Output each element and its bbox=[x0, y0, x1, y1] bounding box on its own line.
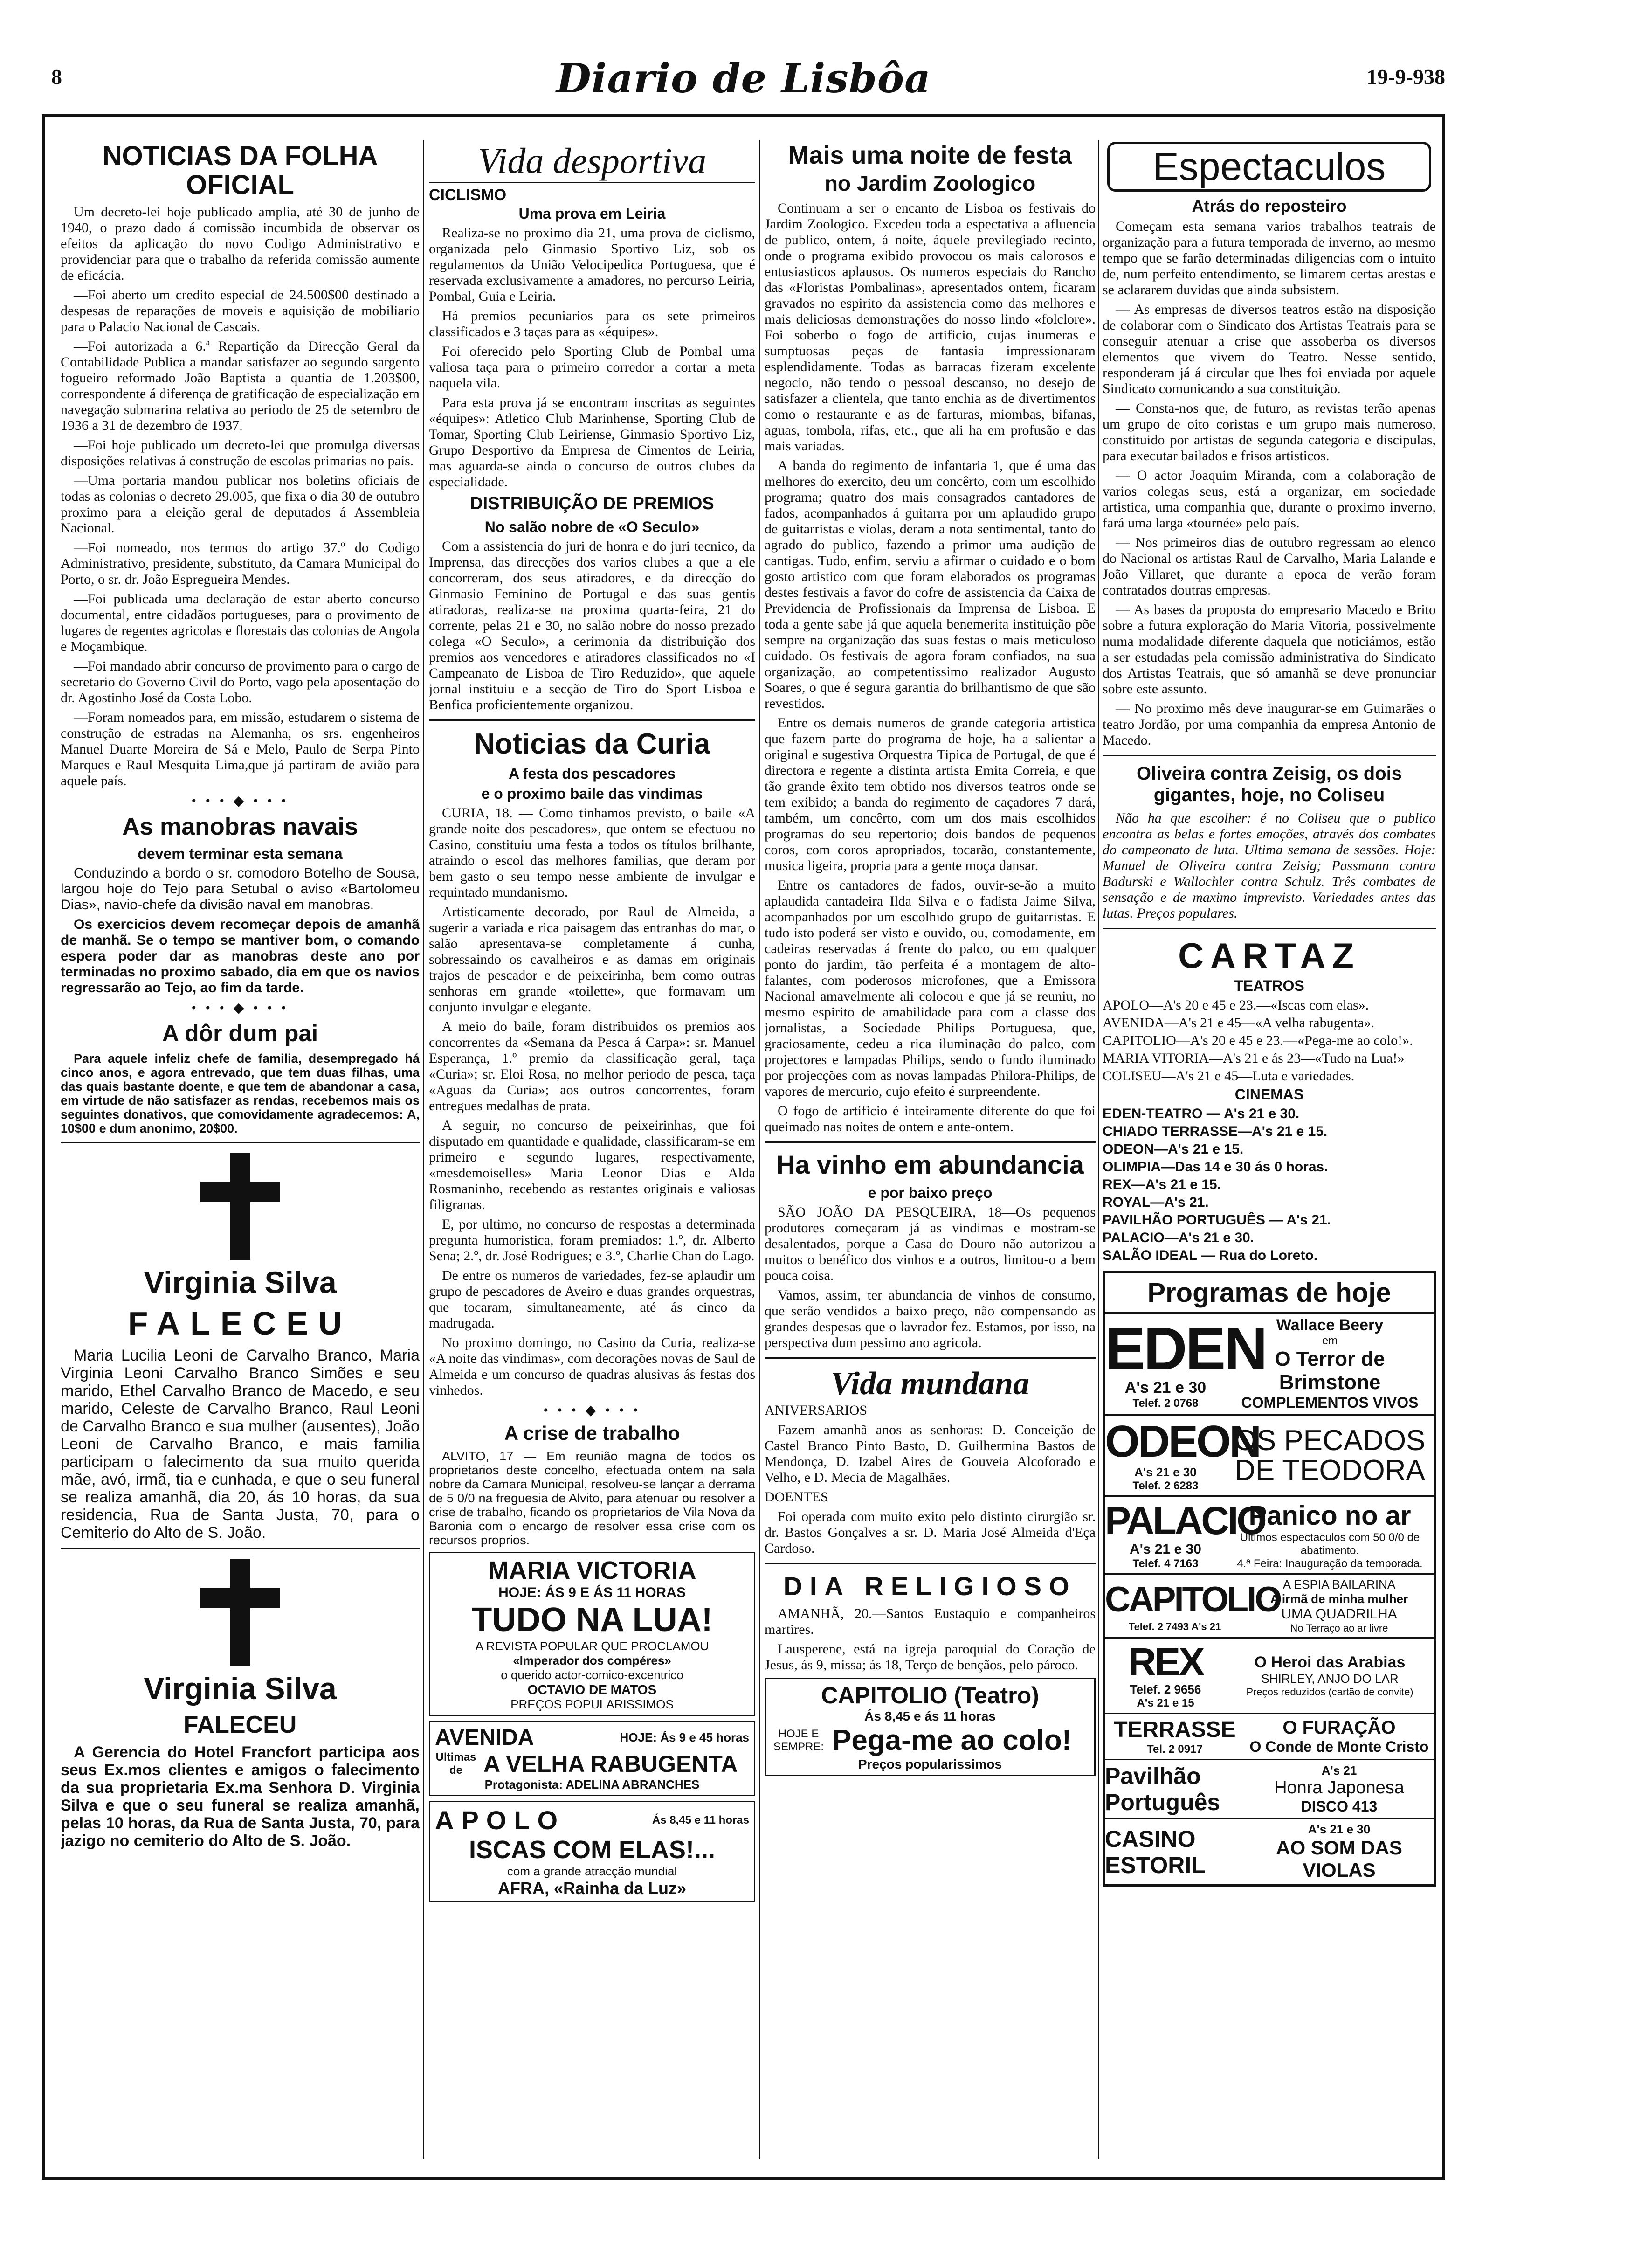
program-casino bbox=[1105, 1819, 1434, 1884]
film-title: SHIRLEY, ANJO DO LAR bbox=[1261, 1671, 1399, 1686]
paragraph: AMANHÃ, 20.—Santos Eustaquio e companheiros martires. bbox=[765, 1606, 1096, 1637]
divider bbox=[429, 719, 755, 721]
subheadline-manobras: devem terminar esta semana bbox=[138, 845, 343, 862]
extra: 4.ª Feira: Inauguração da temporada. bbox=[1237, 1557, 1423, 1570]
page-number: 8 bbox=[51, 65, 62, 89]
paragraph: SÃO JOÃO DA PESQUEIRA, 18—Os pequenos produtores começaram já as vindimas e mostram-se desalentados, porque a Casa do Douro não autorizou a muitos o benéfico dos vinhos e a outros, limitou-o a bem pouca coisa. bbox=[765, 1204, 1096, 1283]
phone: Telef. 4 7163 bbox=[1132, 1557, 1199, 1570]
list-item: EDEN-TEATRO — A's 21 e 30. bbox=[1103, 1106, 1300, 1121]
paragraph: —Foi nomeado, nos termos do artigo 37.º do Codigo Administrativo, presidente, substituto, da Camara Municipal do Porto, o sr. dr. João Espregueira Mendes. bbox=[61, 540, 420, 587]
column-3 bbox=[765, 140, 1096, 2168]
section-label: DOENTES bbox=[765, 1489, 828, 1505]
paragraph: CURIA, 18. — Como tinhamos previsto, o baile «A grande noite dos pescadores», que ontem se efectuou no Casino, constituiu uma festa a todos os títulos brilhante, atraindo o escol das melhores familias, que deram por bem gasto o seu tempo nesse ambiente de invulgar e requintado mundanismo. bbox=[429, 805, 755, 900]
divider bbox=[61, 1142, 420, 1143]
headline-dor-pai: A dôr dum pai bbox=[162, 1020, 318, 1046]
ad-capitolio-teatro bbox=[765, 1678, 1096, 1776]
showtimes: Telef. 2 7493 A's 21 bbox=[1128, 1621, 1221, 1632]
paragraph: Foi operada com muito exito pelo distinto cirurgião sr. dr. Bastos Gonçalves a sr. D. Maria José Almeida d'Eça Cardoso. bbox=[765, 1509, 1096, 1556]
program-rex bbox=[1105, 1639, 1434, 1714]
paragraph: — O actor Joaquim Miranda, com a colaboração de varios colegas seus, está a organizar, em sociedade artistica, uma companhia que, durante o proximo inverno, fará uma larga «tournée» pelo país. bbox=[1103, 468, 1436, 531]
ad-label: Ultimas de bbox=[435, 1751, 476, 1777]
subheadline-premios: No salão nobre de «O Seculo» bbox=[484, 519, 700, 535]
column-divider bbox=[759, 140, 760, 2159]
paragraph: Vamos, assim, ter abundancia de vinhos de consumo, que serão vendidos a baixo preço, não compensando as grandes despesas que o lavrador fez. Estamos, por isso, na perspectiva dum pessimo ano agricola. bbox=[765, 1287, 1096, 1350]
paragraph: — Nos primeiros dias de outubro regressam ao elenco do Nacional os artistas Raul de Carvalho, Maria Lalande e João Villaret, que durante a epoca de verão foram contratados doutras empresas. bbox=[1103, 535, 1436, 598]
column-divider bbox=[1098, 140, 1099, 2159]
list-item: APOLO—A's 20 e 45 e 23.—«Iscas com elas». bbox=[1103, 997, 1369, 1013]
ad-line: OCTAVIO DE MATOS bbox=[527, 1682, 657, 1697]
ad-apolo bbox=[429, 1801, 755, 1902]
cinema-name: Pavilhão Português bbox=[1105, 1763, 1220, 1815]
headline-curia: Noticias da Curia bbox=[474, 728, 710, 760]
ad-title: APOLO bbox=[435, 1805, 565, 1835]
paragraph: — As bases da proposta do empresario Macedo e Brito sobre a futura exploração do Maria Vitoria, possivelmente numa modalidade diferente daquela que noticiámos, estão a ser estudadas pela comissão administrativa do Sindicato dos Artistas Teatrais, que só amanhã se deve pronunciar sobre este assunto. bbox=[1103, 602, 1436, 697]
headline-zeisig: Oliveira contra Zeisig, os dois gigantes, hoje, no Coliseu bbox=[1136, 763, 1402, 805]
film-title: A irmã de minha mulher bbox=[1270, 1592, 1408, 1606]
paragraph: —Foi mandado abrir concurso de provimento para o cargo de secretario do Governo Civil do Porto, vago pela aposentação do dr. Agostinho José da Costa Lobo. bbox=[61, 658, 420, 705]
headline-programas: Programas de hoje bbox=[1105, 1273, 1434, 1314]
issue-date: 19-9-938 bbox=[1366, 65, 1445, 89]
list-item: SALÃO IDEAL — Rua do Loreto. bbox=[1103, 1248, 1318, 1263]
paragraph: Entre os cantadores de fados, ouvir-se-ão a muito aplaudida cantadeira Ilda Silva e o fadista Jaime Silva, acompanhados por um escolhido grupo de guitarristas. E tudo isto poderá ser visto e ouvido, ou, comodamente, em cadeiras reservadas á frente do palco, ou em qualquer ponto do jardim, tão perfeita é a montagem de alto-falantes, com poderosos microfones, que a Emissora Nacional amavelmente ali colocou e que já se reuniu, no mesmo espirito de amabilidade para com a classe dos jornalistas, a Sociedade Philips Portuguesa, que, graciosamente, cedeu a rica iluminação do palco, com projectores e lampadas Philips, sendo o fundo iluminado por projecções com as novas lampadas Philora-Philips, de vapores de mercurio, cujo efeito é surpreendente. bbox=[765, 878, 1096, 1099]
paragraph: —Foram nomeados para, em missão, estudarem o sistema de construção de estradas na Alemanha, os srs. engenheiros Manuel Duarte Moreira de Sá e Melo, Paulo de Serpa Pinto Marques e Raul Mesquita Lima,que já partiram de avião para aquele país. bbox=[61, 710, 420, 788]
divider bbox=[1103, 755, 1436, 756]
paragraph: Não ha que escolher: é no Coliseu que o publico encontra as belas e fortes emoções, através dos combates do campeonato de luta. Ultima semana de sessões. Hoje: Manuel de Oliveira contra Zeisig; Passmann contra Badurski e Wallochler contra Schulz. Três combates de sensação e de maximo imprevisto. Variedades antes das lutas. Preços populares. bbox=[1103, 810, 1436, 921]
film-title: O Terror de Brimstone bbox=[1275, 1348, 1385, 1394]
ad-title: CAPITOLIO (Teatro) bbox=[821, 1682, 1039, 1708]
ad-line: «Imperador dos compéres» bbox=[513, 1653, 671, 1667]
section-title-espectaculos: Espectaculos bbox=[1107, 142, 1431, 192]
article-folha-oficial bbox=[61, 204, 420, 789]
paragraph: A meio do baile, foram distribuidos os premios aos concorrentes da «Semana da Pesca á Carpa»: sr. Manuel Esperança, 1.º premio da classificação geral, taça «Curia»; sr. Eloi Rosa, no melhor periodo de pesca, taça «Aguas da Curia»; aos outros concorrentes, foram entregues medalhas de prata. bbox=[429, 1019, 755, 1113]
list-item: ROYAL—A's 21. bbox=[1103, 1195, 1209, 1210]
paragraph: E, por ultimo, no concurso de respostas a determinada pregunta humoristica, foram premiados: 1.º, dr. Alberto Sena; 2.º, dr. José Rodrigues; e 3.º, Charlie Chan do Lago. bbox=[429, 1217, 755, 1264]
separator: • • • ◆ • • • bbox=[191, 1000, 289, 1016]
divider bbox=[765, 1141, 1096, 1143]
ad-show: Pega-me ao colo! bbox=[832, 1724, 1072, 1756]
subheadline-leiria: Uma prova em Leiria bbox=[518, 205, 666, 222]
phone: Telef. 2 0768 bbox=[1132, 1397, 1199, 1410]
list-item: COLISEU—A's 21 e 45—Luta e variedades. bbox=[1103, 1068, 1355, 1084]
list-cinemas bbox=[1103, 1106, 1436, 1264]
subheadline-festa: no Jardim Zoologico bbox=[824, 171, 1036, 195]
program-terrasse bbox=[1105, 1714, 1434, 1760]
paragraph: Há premios pecuniarios para os sete primeiros classificados e 3 taças para as «équipes». bbox=[429, 308, 755, 339]
film-title: O Heroi das Arabias bbox=[1254, 1653, 1406, 1671]
showtimes: A's 21 e 30 bbox=[1134, 1465, 1197, 1479]
list-item: REX—A's 21 e 15. bbox=[1103, 1177, 1221, 1192]
headline-festa: Mais uma noite de festa bbox=[788, 141, 1072, 169]
paragraph: Para esta prova já se encontram inscritas as seguintes «équipes»: Atletico Club Marinhense, Sporting Club de Tomar, Sporting Club Leiriense, Ginmasio Sportivo Liz, Grupo Desportivo da Empresa de Cimentos de Leiria, mas aguarda-se ainda o concurso de outros clubes da especialidade. bbox=[429, 395, 755, 490]
showtimes: A's 21 e 30 bbox=[1308, 1822, 1371, 1836]
headline-manobras: As manobras navais bbox=[122, 813, 358, 840]
ad-title: MARIA VICTORIA bbox=[488, 1556, 696, 1584]
film-title: O FURAÇÃO bbox=[1282, 1717, 1396, 1738]
obituary-faleceu: FALECEU bbox=[183, 1711, 297, 1738]
section-title-vida-desportiva: Vida desportiva bbox=[429, 140, 755, 183]
phone: Telef. 2 9656 bbox=[1130, 1682, 1201, 1696]
showtimes: A's 21 e 30 bbox=[1130, 1542, 1201, 1557]
ad-line: PREÇOS POPULARISSIMOS bbox=[510, 1697, 674, 1711]
list-item: OLIMPIA—Das 14 e 30 ás 0 horas. bbox=[1103, 1159, 1328, 1175]
list-item: CAPITOLIO—A's 20 e 45 e 23.—«Pega-me ao colo!». bbox=[1103, 1033, 1413, 1048]
film-title: AO SOM DAS VIOLAS bbox=[1276, 1837, 1402, 1881]
film-title: OS PECADOS DE TEODORA bbox=[1234, 1424, 1426, 1487]
paragraph: ALVITO, 17 — Em reunião magna de todos os proprietarios deste concelho, efectuada ontem na sala nobre da Camara Municipal, resolveu-se lançar a derrama de 5 0/0 na freguesia de Alvito, para atenuar ou resolver a crise de trabalho, ficando os proprietarios de Vila Nova da Baronia com o encargo de resolver essa crise com os recursos proprios. bbox=[429, 1449, 755, 1547]
paragraph: De entre os numeros de variedades, fez-se aplaudir um grupo de pescadores de Aveiro e duas grandes orquestras, que tocaram, simultaneamente, até ás cinco da madrugada. bbox=[429, 1268, 755, 1331]
separator: • • • ◆ • • • bbox=[191, 793, 289, 809]
film-title: O Conde de Monte Cristo bbox=[1249, 1738, 1429, 1755]
paragraph: —Foi hoje publicado um decreto-lei que promulga diversas disposições relativas á construção de escolas primarias no país. bbox=[61, 437, 420, 469]
cinema-name: EDEN bbox=[1105, 1314, 1266, 1383]
extra: Ultimos espectaculos com 50 0/0 de abatimento. bbox=[1240, 1531, 1420, 1557]
paragraph: O fogo de artificio é inteiramente diferente do que foi queimado nas noites de ontem e ante-ontem. bbox=[765, 1103, 1096, 1134]
paragraph: —Foi aberto um credito especial de 24.500$00 destinado a despesas de reparações de moveis e aquisição de mobiliario para o Palacio Nacional de Cascais. bbox=[61, 287, 420, 334]
newspaper-title: Diario de Lisbôa bbox=[556, 55, 931, 102]
ad-show: TUDO NA LUA! bbox=[471, 1601, 713, 1639]
phone: Telef. 2 6283 bbox=[1132, 1480, 1199, 1492]
cinema-name: ODEON bbox=[1105, 1417, 1260, 1466]
obituary-name: Virginia Silva bbox=[144, 1265, 337, 1300]
separator: • • • ◆ • • • bbox=[543, 1403, 641, 1418]
showtimes: A's 21 e 15 bbox=[1137, 1697, 1194, 1709]
section-ciclismo: CICLISMO bbox=[429, 186, 507, 204]
divider bbox=[61, 1548, 420, 1549]
paragraph: A seguir, no concurso de peixeirinhas, que foi disputado em quantidade e qualidade, classificaram-se em primeiro e segundo lugares, respectivamente, «mesdemoiselles» Maria Leonor Dias e Alda Rosmaninho, recebendo as restantes originais e valiosas filigranas. bbox=[429, 1118, 755, 1212]
ad-line: o querido actor-comico-excentrico bbox=[501, 1668, 683, 1682]
label-cinemas: CINEMAS bbox=[1234, 1086, 1304, 1103]
paragraph: —Foi autorizada a 6.ª Repartição da Direcção Geral da Contabilidade Publica a mandar satisfazer ao segundo sargento fogueiro reformado João Baptista a quantia de 1.203$00, correspondente á diferença de gratificação de especialização em navegação submarina relativa ao periodo de 25 de setembro de 1936 a 31 de dezembro de 1937. bbox=[61, 339, 420, 433]
extra: Preços reduzidos (cartão de convite) bbox=[1246, 1686, 1413, 1698]
ad-time: HOJE: Ás 9 e 45 horas bbox=[620, 1730, 749, 1744]
label-teatros: TEATROS bbox=[1234, 977, 1304, 994]
paragraph: Foi oferecido pelo Sporting Club de Pombal uma valiosa taça para o primeiro corredor a cortar a meta naquela vila. bbox=[429, 344, 755, 391]
obituary-name: Virginia Silva bbox=[144, 1671, 337, 1706]
paragraph: Entre os demais numeros de grande categoria artistica que fazem parte do programa de hoje, ha a salientar a original e sugestiva Orquestra Tipica de Portugal, de que é directora e regente a distinta artista Emita Correia, e que tão grande êxito tem obtido nos diversos teatros onde se tem exibido; a banda do regimento de caçadores 7 dará, também, um concêrto, com um dos mais escolhidos programas do seu repertorio; dois bandos de pequenos coros, com coros apropriados, tocarão, constantemente, musica ligeira, propria para a gente moça dansar. bbox=[765, 715, 1096, 873]
paragraph: A banda do regimento de infantaria 1, que é uma das melhores do exercito, deu um concêrto, com um escolhido programa; quatro dos mais consagrados cantadores de fados, acompanhados á guitarra por um aplaudido grupo de guitarristas e violas, deram a nota sentimental, tanto do agrado do publico, fazendo a primor uma audição de cantigas. Tudo, enfim, serviu a afirmar o cuidado e o bom gosto artistico com que foram elaborados os programas destes festivais a favor do cofre de assistencia da Caixa de Previdencia de Profissionais da Imprensa de Lisboa. E toda a gente sabe já que aquela benemerita instituição põe sempre na organização das suas festas o mais meticuloso cuidado. Os festivais de agora foram confiados, na sua organização, ao competentissimo realizador Augusto Soares, o que é segura garantia do brilhantismo de que são revestidos. bbox=[765, 458, 1096, 711]
ad-line: Protagonista: ADELINA ABRANCHES bbox=[484, 1777, 700, 1791]
cinema-name: CAPITOLIO bbox=[1105, 1580, 1281, 1619]
paragraph: Os exercicios devem recomeçar depois de amanhã de manhã. Se o tempo se mantiver bom, o comando espera poder dar as manobras deste ano por terminadas no proximo sabado, dia em que os navios regressarão ao Tejo, ao fim da tarde. bbox=[61, 917, 420, 996]
subheadline-reposteiro: Atrás do reposteiro bbox=[1192, 196, 1347, 215]
divider bbox=[765, 1563, 1096, 1564]
ad-line: AFRA, «Rainha da Luz» bbox=[497, 1879, 687, 1898]
paragraph: — Consta-nos que, de futuro, as revistas terão apenas um grupo de oito coristas e um grupo mais numeroso, constituido por artistas de segunda categoria e discipulas, para executar bailados e frisos artisticos. bbox=[1103, 401, 1436, 463]
list-item: PAVILHÃO PORTUGUÊS — A's 21. bbox=[1103, 1212, 1331, 1228]
ad-show: ISCAS COM ELAS!... bbox=[469, 1836, 716, 1864]
paragraph: — No proximo mês deve inaugurar-se em Guimarães o teatro Jordão, por uma companhia da empresa Antonio de Macedo. bbox=[1103, 701, 1436, 748]
headline-crise: A crise de trabalho bbox=[504, 1422, 680, 1444]
ad-line: com a grande atracção mundial bbox=[507, 1864, 677, 1878]
section-label: ANIVERSARIOS bbox=[765, 1403, 868, 1418]
showtimes: A's 21 e 30 bbox=[1124, 1378, 1207, 1397]
program-eden bbox=[1105, 1314, 1434, 1416]
divider bbox=[1103, 928, 1436, 929]
extra: COMPLEMENTOS VIVOS bbox=[1241, 1394, 1419, 1411]
headline-vinho: Ha vinho em abundancia bbox=[776, 1150, 1084, 1179]
section-title-vida-mundana: Vida mundana bbox=[830, 1366, 1029, 1402]
cross-icon bbox=[200, 1153, 280, 1260]
column-1 bbox=[61, 140, 420, 2168]
ad-title: AVENIDA bbox=[435, 1725, 534, 1750]
ad-avenida bbox=[429, 1721, 755, 1796]
obituary-text: Maria Lucilia Leoni de Carvalho Branco, Maria Virginia Leoni Carvalho Branco Simões e seu marido, Ethel Carvalho Branco de Macedo, e seu marido, Celeste de Carvalho Branco, Raul Leoni de Carvalho Branco e sua mulher (ausentes), João Leoni de Carvalho Branco, e mais familia participam o falecimento da sua muito querida mãe, avó, irmã, tia e cunhada, e que o seu funeral se realiza amanhã, dia 20, ás 10 horas, da sua residencia, Rua de Santa Justa, 70, para o Cemiterio do Alto de S. João. bbox=[61, 1347, 420, 1542]
paragraph: Com a assistencia do juri de honra e do juri tecnico, da Imprensa, das direcções dos varios clubes a que a ele concorreram, dos seus atiradores, e da direcção do Ginmasio Feminino de Portugal e das suas gentis atiradoras, realiza-se na proxima quarta-feira, 21 do corrente, pelas 21 e 30, no salão nobre do nosso prezado colega «O Seculo», a cerimonia da distribuição dos premios aos vencedores e atiradores classificados no «I Campeanato de Lisboa de Tiro Reduzido», que aquele jornal instituiu e a secção de Tiro do Sport Lisboa e Benfica proficientemente organizou. bbox=[429, 539, 755, 712]
paragraph: Para aquele infeliz chefe de familia, desempregado há cinco anos, e agora entrevado, que tem duas filhas, uma das quais bastante doente, e que tem de abandonar a casa, em virtude de não satisfazer as rendas, recebemos mais os seguintes donativos, que comovidamente agradecemos: A, 10$00 e dum anonimo, 20$00. bbox=[61, 1051, 420, 1135]
list-item: CHIADO TERRASSE—A's 21 e 15. bbox=[1103, 1124, 1328, 1139]
showtimes: A's 21 bbox=[1321, 1763, 1357, 1777]
program-palacio bbox=[1105, 1497, 1434, 1575]
list-item: AVENIDA—A's 21 e 45—«A velha rabugenta». bbox=[1103, 1015, 1375, 1030]
column-4 bbox=[1103, 140, 1436, 2168]
paragraph: Realiza-se no proximo dia 21, uma prova de ciclismo, organizada pelo Ginmasio Sportivo Liz, sob os regulamentos da União Velocipedica Portuguesa, que é reservada exclusivamente a amadores, no percurso Leiria, Pombal, Guia e Leiria. bbox=[429, 225, 755, 304]
column-2 bbox=[429, 140, 755, 2168]
headline-religioso: DIA RELIGIOSO bbox=[783, 1571, 1077, 1601]
paragraph: Lausperene, está na igreja paroquial do Coração de Jesus, ás 9, missa; ás 18, Terço de bençãos, pelo pároco. bbox=[765, 1641, 1096, 1673]
extra: DISCO 413 bbox=[1301, 1798, 1378, 1815]
paragraph: Um decreto-lei hoje publicado amplia, até 30 de junho de 1940, o prazo dado á comissão incumbida de observar os efeitos da aplicação do novo Codigo Administrativo e providenciar para que o trabalho da referida comissão aumente de eficácia. bbox=[61, 204, 420, 283]
paragraph: Conduzindo a bordo o sr. comodoro Botelho de Sousa, largou hoje do Tejo para Setubal o aviso «Bartolomeu Dias», navio-chefe da divisão naval em manobras. bbox=[61, 865, 420, 913]
phone: Tel. 2 0917 bbox=[1147, 1743, 1203, 1756]
paragraph: Artisticamente decorado, por Raul de Almeida, a sugerir a variada e rica paisagem das entranhas do mar, o salão apresentava-se completamente á cunha, sobressaindo os cavalheiros e as damas em originais trajos de pescador e de peixeirinha, bem como outras senhoras em grande «toilette», que formavam um conjunto invulgar e elegante. bbox=[429, 904, 755, 1015]
ad-time: Ás 8,45 e 11 horas bbox=[652, 1813, 749, 1826]
headline-premios: DISTRIBUIÇÃO DE PREMIOS bbox=[470, 494, 714, 513]
film-title: Honra Japonesa bbox=[1274, 1777, 1404, 1798]
extra: No Terraço ao ar livre bbox=[1290, 1622, 1388, 1634]
paragraph: — As empresas de diversos teatros estão na disposição de colaborar com o Sindicato dos Artistas Teatrais para se conseguir atenuar a crise que assoberba os diversos elementos que vivem do Teatro. Nesse sentido, responderam já á circular que lhes foi enviada por aquele Sindicato comunicando a sua constituição. bbox=[1103, 302, 1436, 396]
list-item: ODEON—A's 21 e 15. bbox=[1103, 1141, 1244, 1157]
obituary-faleceu: FALECEU bbox=[128, 1305, 352, 1341]
paragraph: —Uma portaria mandou publicar nos boletins oficiais de todas as colonias o decreto 29.005, que fixa o dia 30 de outubro proximo para a eleição geral de deputados á Assembleia Nacional. bbox=[61, 473, 420, 536]
subheadline-curia: e o proximo baile das vindimas bbox=[481, 785, 703, 802]
ad-show: A VELHA RABUGENTA bbox=[483, 1751, 738, 1777]
list-item: MARIA VITORIA—A's 21 e ás 23—«Tudo na Lua!» bbox=[1103, 1051, 1405, 1066]
film-title: Panico no ar bbox=[1248, 1500, 1411, 1531]
subheadline-curia: A festa dos pescadores bbox=[508, 765, 676, 782]
programas-box bbox=[1103, 1271, 1436, 1887]
ad-label: HOJE E SEMPRE: bbox=[773, 1727, 824, 1753]
column-divider bbox=[423, 140, 424, 2159]
headline-cartaz: CARTAZ bbox=[1178, 936, 1360, 976]
film-title: UMA QUADRILHA bbox=[1281, 1606, 1397, 1622]
masthead bbox=[42, 55, 1445, 102]
film-title: A ESPIA BAILARINA bbox=[1282, 1577, 1396, 1591]
paragraph: Continuam a ser o encanto de Lisboa os festivais do Jardim Zoologico. Excedeu toda a espectativa a afluencia de publico, ontem, á noite, áquele previlegiado recinto, onde o programa exibido provocou os mais calorosos e entusiasticos aplausos. Os numeros especiais do Rancho das «Floristas Pombalinas», apresentados ontem, ficaram gravados no espirito da assistencia como das melhores e mais deliciosas demonstrações do nosso lindo «folclore». Foi soberbo o fogo de artificio, cujas inumeras e sumptuosas peças de fantasia impressionaram esplendidamente. Todas as barracas fizeram excelente negocio, não tendo o pessoal descanso, no desejo de satisfazer a clientela, que tanto enchia as de divertimentos como o restaurante e as de farturas, miombas, bifanas, aguas, tombola, rifas, etc., que ali ha em profusão e das mais variadas. bbox=[765, 201, 1096, 454]
list-item: PALACIO—A's 21 e 30. bbox=[1103, 1230, 1255, 1245]
paragraph: Fazem amanhã anos as senhoras: D. Conceição de Castel Branco Pinto Basto, D. Guilhermina Bastos de Mendonça, D. Izabel Aires de Gouveia Alcoforado e Velho, e D. Mecia de Magalhães. bbox=[765, 1422, 1096, 1485]
ad-line: Preços popularissimos bbox=[858, 1757, 1002, 1771]
list-teatros bbox=[1103, 997, 1436, 1084]
program-pavilhao bbox=[1105, 1760, 1434, 1819]
paragraph: —Foi publicada uma declaração de estar aberto concurso documental, entre cidadãos portugueses, para o provimento de lugares de regentes agricolas e florestais das colonias de Angola e Moçambique. bbox=[61, 591, 420, 654]
headline-folha-oficial: NOTICIAS DA FOLHA OFICIAL bbox=[102, 141, 378, 200]
cinema-name: TERRASSE bbox=[1114, 1717, 1236, 1742]
label: em bbox=[1322, 1335, 1338, 1347]
cross-icon bbox=[200, 1559, 280, 1666]
ad-time: Ás 8,45 e ás 11 horas bbox=[864, 1709, 996, 1723]
paragraph: Começam esta semana varios trabalhos teatrais de organização para a futura temporada de inverno, ao mesmo tempo que se farão determinadas diligencias com o intuito de, num perfeito entendimento, se limarem certas arestas e se aclararem duvidas que ainda subsistem. bbox=[1103, 219, 1436, 297]
program-odeon bbox=[1105, 1416, 1434, 1497]
subheadline-vinho: e por baixo preço bbox=[868, 1184, 993, 1201]
program-capitolio bbox=[1105, 1575, 1434, 1639]
ad-time: HOJE: ÁS 9 E ÁS 11 HORAS bbox=[498, 1585, 686, 1600]
star: Wallace Beery bbox=[1276, 1316, 1384, 1334]
cinema-name: CASINO ESTORIL bbox=[1105, 1825, 1206, 1878]
cinema-name: PALACIO bbox=[1105, 1499, 1265, 1542]
cinema-name: REX bbox=[1128, 1640, 1203, 1684]
divider bbox=[765, 1357, 1096, 1359]
ad-line: A REVISTA POPULAR QUE PROCLAMOU bbox=[475, 1639, 709, 1653]
obituary-text: A Gerencia do Hotel Francfort participa aos seus Ex.mos clientes e amigos o falecimento da sua proprietaria Ex.ma Senhora D. Virginia Silva e que o seu funeral se realiza amanhã, pelas 10 horas, da Rua de Santa Justa, 70, para jazigo no cemiterio do Alto de S. João. bbox=[61, 1743, 420, 1850]
ad-maria-victoria bbox=[429, 1552, 755, 1716]
paragraph: No proximo domingo, no Casino da Curia, realiza-se «A noite das vindimas», com decorações novas de Saul de Almeida e um concurso de quadras alusivas ás festas dos vinhedos. bbox=[429, 1335, 755, 1398]
